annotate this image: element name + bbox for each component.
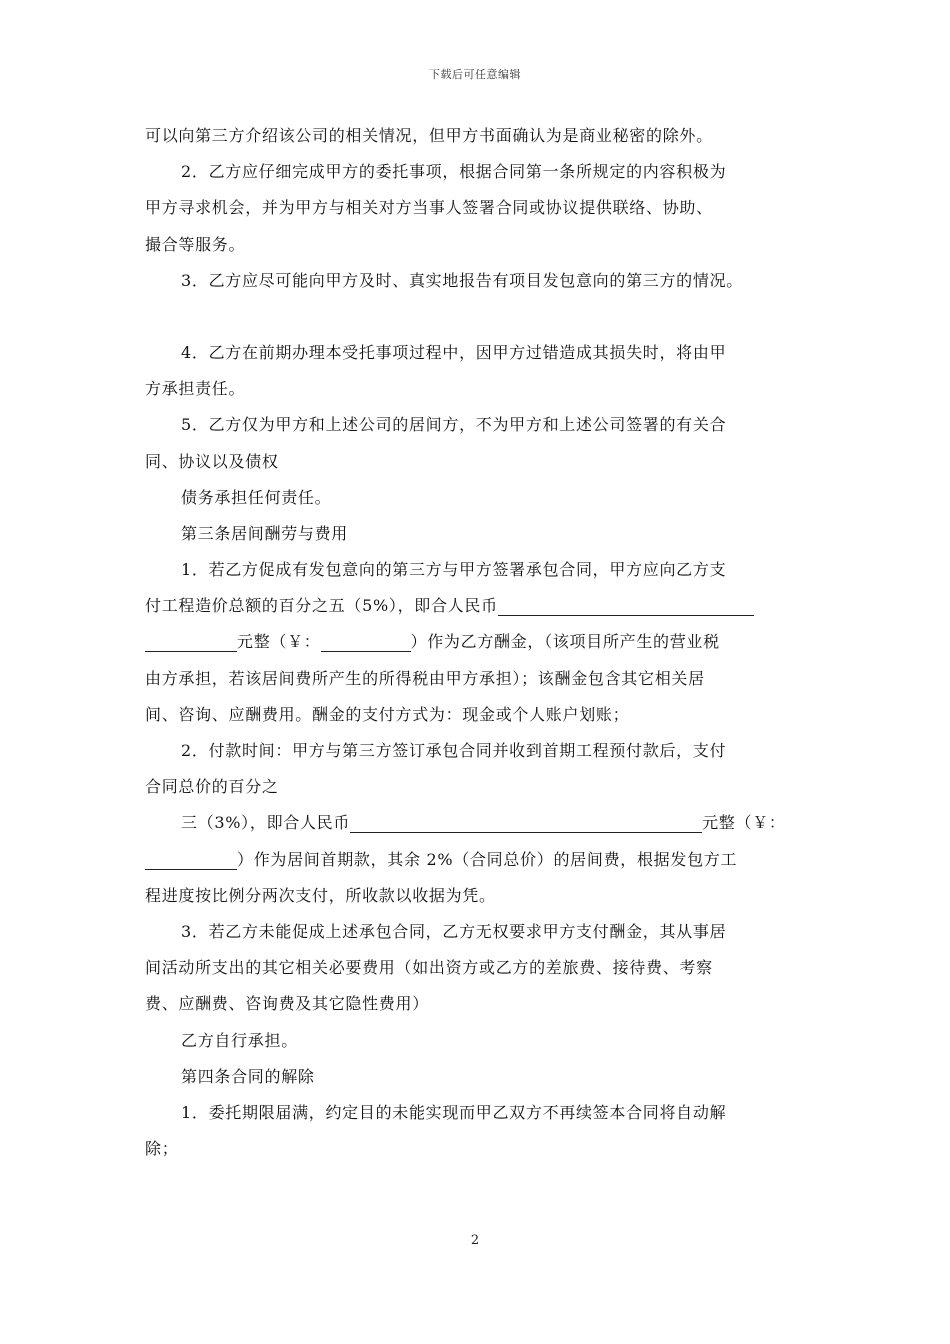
paragraph-line: 间活动所支出的其它相关必要费用（如出资方或乙方的差旅费、接待费、考察 [145,958,713,978]
paragraph-line: 2．付款时间：甲方与第三方签订承包合同并收到首期工程预付款后，支付 [181,741,727,760]
paragraph-line: 债务承担任何责任。 [181,487,332,507]
section-heading: 第三条居间酬劳与费用 [181,523,349,543]
paragraph-line: 方承担责任。 [145,379,246,399]
paragraph-line [145,588,810,624]
fill-in-blank [350,810,702,833]
document-body [145,118,810,1167]
paragraph-line: 程进度按比例分两次支付，所收款以收据为凭。 [145,885,496,905]
paragraph-text: 元整（￥： [237,632,321,652]
paragraph-line: 由方承担，若该居间费所产生的所得税由甲方承担）；该酬金包含其它相关居 [145,668,705,688]
paragraph-line: 3．乙方应尽可能向甲方及时、真实地报告有项目发包意向的第三方的情况。 [181,270,743,290]
paragraph-line: 同、协议以及债权 [145,451,279,471]
fill-in-blank [145,847,237,870]
paragraph-text: 三（3%），即合人民币 [181,813,351,833]
paragraph-line: 费、应酬费、咨询费及其它隐性费用） [145,994,429,1014]
paragraph-line: 1．若乙方促成有发包意向的第三方与甲方签署承包合同，甲方应向乙方支 [181,560,727,580]
fill-in-blank [145,629,237,652]
paragraph-line [145,842,810,878]
paragraph-line: 2．乙方应仔细完成甲方的委托事项，根据合同第一条所规定的内容积极为 [181,162,727,182]
page-number: 2 [470,1233,480,1248]
paragraph-line: 3．若乙方未能促成上述承包合同，乙方无权要求甲方支付酬金，其从事居 [181,921,727,941]
paragraph-line: 甲方寻求机会，并为甲方与相关对方当事人签署合同或协议提供联络、协助、 [145,198,713,218]
paragraph-text: 付工程造价总额的百分之五（5%），即合人民币 [145,596,498,616]
page-header: 下载后可任意编辑 [429,68,521,81]
paragraph-text: ）作为居间首期款，其余 2%（合同总价）的居间费，根据发包方工 [237,849,738,869]
fill-in-blank [498,593,754,616]
paragraph-line: 除； [145,1139,179,1159]
paragraph-line: 撮合等服务。 [145,234,246,254]
paragraph-text: ）作为乙方酬金，（该项目所产生的营业税 [410,632,720,652]
paragraph-line [145,805,810,841]
paragraph-line: 4．乙方在前期办理本受托事项过程中，因甲方过错造成其损失时，将由甲 [181,342,727,362]
section-heading: 第四条合同的解除 [181,1066,315,1086]
paragraph-line: 可以向第三方介绍该公司的相关情况，但甲方书面确认为是商业秘密的除外。 [145,126,713,145]
fill-in-blank [321,629,411,652]
paragraph-line: 1．委托期限届满，约定目的未能实现而甲乙双方不再续签本合同将自动解 [181,1102,727,1122]
paragraph-spacer [145,299,810,335]
paragraph-line: 间、咨询、应酬费用。酬金的支付方式为：现金或个人账户划账； [145,704,630,724]
paragraph-line: 乙方自行承担。 [181,1030,298,1050]
paragraph-line: 5．乙方仅为甲方和上述公司的居间方，不为甲方和上述公司签署的有关合 [181,415,727,435]
paragraph-text: 元整（￥： [702,813,786,833]
paragraph-line [145,624,810,660]
paragraph-line: 合同总价的百分之 [145,777,279,797]
